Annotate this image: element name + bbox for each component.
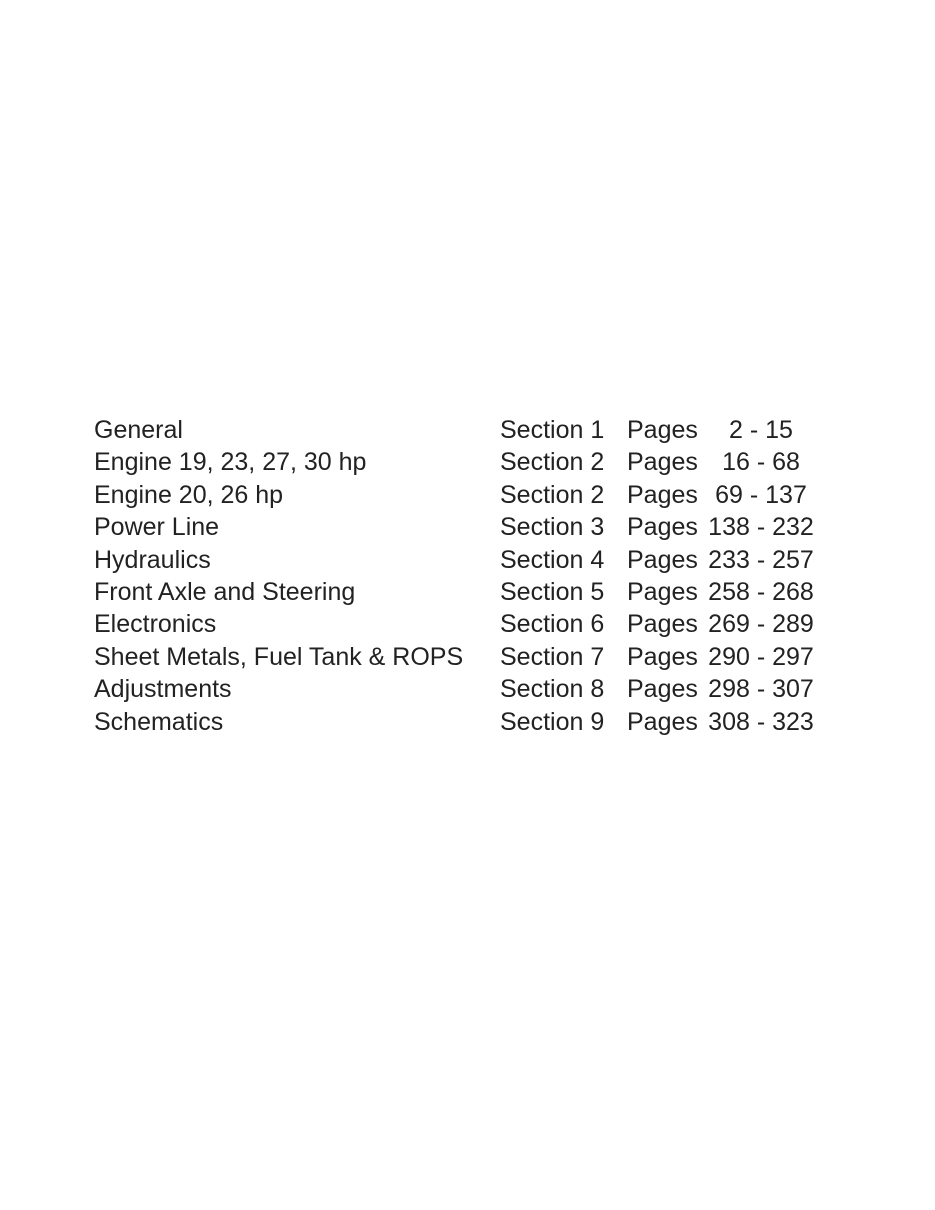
- toc-page-range: 298 - 307: [708, 675, 814, 704]
- toc-pages-label: Pages: [627, 448, 698, 477]
- table-of-contents: [94, 414, 854, 738]
- toc-row: [94, 479, 854, 511]
- toc-section: Section 5: [500, 577, 605, 606]
- toc-section: Section 6: [500, 610, 605, 639]
- toc-title: Front Axle and Steering: [94, 577, 356, 606]
- toc-row: [94, 706, 854, 738]
- toc-section: Section 2: [500, 480, 605, 509]
- toc-page-range: 290 - 297: [708, 642, 814, 671]
- toc-title: Electronics: [94, 610, 217, 639]
- toc-row: [94, 414, 854, 446]
- toc-section: Section 1: [500, 416, 605, 444]
- toc-section: Section 3: [500, 513, 605, 542]
- toc-pages-label: Pages: [627, 642, 698, 671]
- toc-row: [94, 544, 854, 576]
- toc-title: Engine 20, 26 hp: [94, 480, 284, 509]
- toc-row: [94, 641, 854, 673]
- toc-section: Section 9: [500, 707, 605, 736]
- toc-page-range: 138 - 232: [708, 513, 814, 542]
- toc-page-range: 233 - 257: [708, 545, 814, 574]
- toc-title: Adjustments: [94, 675, 232, 704]
- toc-page-range: 69 - 137: [715, 480, 807, 509]
- toc-title: Power Line: [94, 513, 220, 542]
- toc-title: Schematics: [94, 707, 224, 736]
- toc-title: Hydraulics: [94, 545, 211, 574]
- toc-section: Section 7: [500, 642, 605, 671]
- toc-page-range: 269 - 289: [708, 610, 814, 639]
- toc-section: Section 4: [500, 545, 605, 574]
- toc-row: [94, 673, 854, 705]
- toc-page-range: 308 - 323: [708, 707, 814, 736]
- toc-row: [94, 511, 854, 543]
- toc-title: Engine 19, 23, 27, 30 hp: [94, 448, 367, 477]
- toc-row: [94, 576, 854, 608]
- toc-pages-label: Pages: [627, 416, 698, 444]
- toc-row: [94, 446, 854, 478]
- toc-pages-label: Pages: [627, 480, 698, 509]
- toc-pages-label: Pages: [627, 577, 698, 606]
- toc-page-range: 16 - 68: [722, 448, 800, 477]
- toc-pages-label: Pages: [627, 610, 698, 639]
- toc-pages-label: Pages: [627, 513, 698, 542]
- toc-title: Sheet Metals, Fuel Tank & ROPS: [94, 642, 464, 671]
- toc-pages-label: Pages: [627, 675, 698, 704]
- toc-page-range: 2 - 15: [729, 416, 793, 444]
- toc-pages-label: Pages: [627, 545, 698, 574]
- toc-pages-label: Pages: [627, 707, 698, 736]
- toc-title: General: [94, 416, 183, 444]
- toc-section: Section 2: [500, 448, 605, 477]
- toc-page-range: 258 - 268: [708, 577, 814, 606]
- toc-row: [94, 608, 854, 640]
- toc-section: Section 8: [500, 675, 605, 704]
